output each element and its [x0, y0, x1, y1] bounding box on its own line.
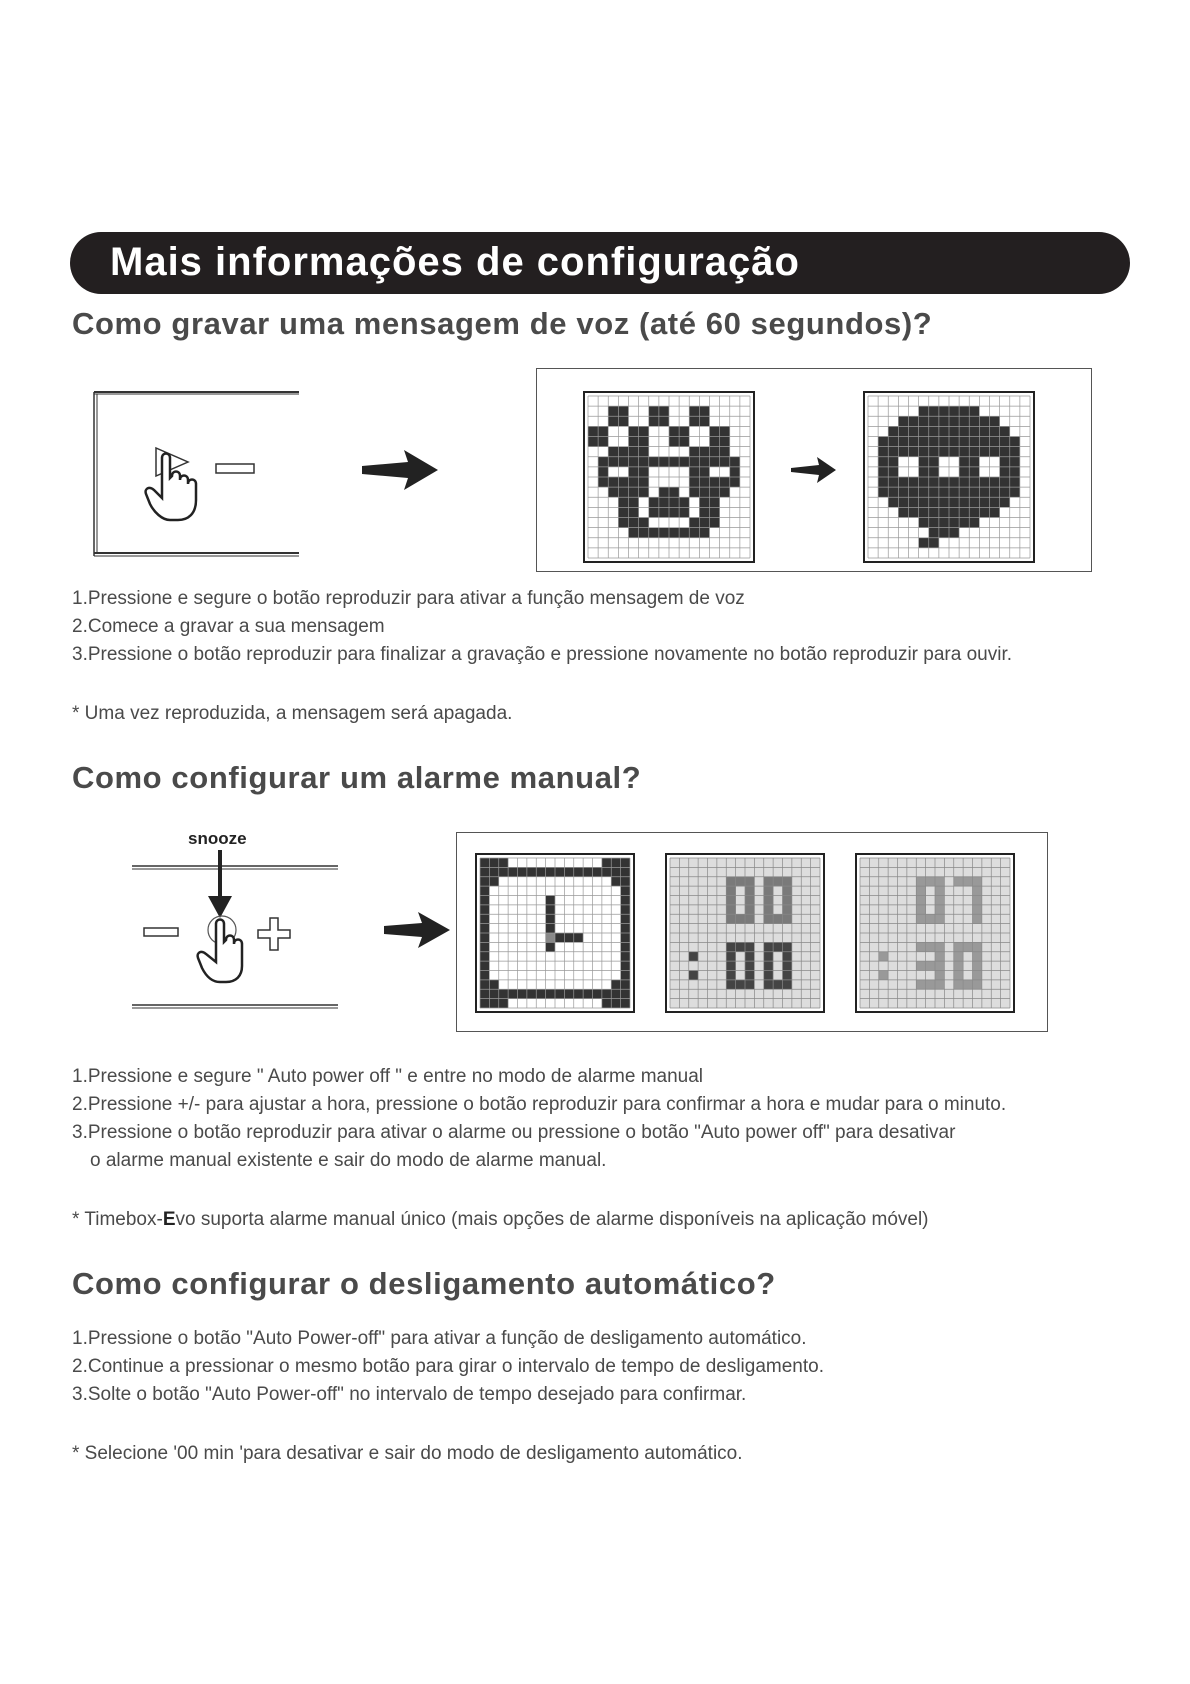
- device-illustration-alarm: [130, 826, 345, 1016]
- hand-pointer-icon: [198, 920, 242, 983]
- pixel-display-tomato: [584, 392, 754, 562]
- pixel-display-panel-alarm: [456, 832, 1048, 1032]
- step-line: 1.Pressione o botão "Auto Power-off" para ativar a função de desligamento automático.: [72, 1328, 807, 1349]
- manual-alarm-heading: Como configurar um alarme manual?: [72, 760, 642, 795]
- note-prefix: * Timebox-: [72, 1209, 163, 1230]
- minus-icon: [144, 928, 178, 936]
- pixel-display-alarm-clock: [476, 854, 634, 1012]
- step-line: 1.Pressione e segure o botão reproduzir para ativar a função mensagem de voz: [72, 588, 745, 609]
- step-line: 3.Solte o botão "Auto Power-off" no intervalo de tempo desejado para confirmar.: [72, 1384, 747, 1405]
- pixel-display-panel-record: [536, 368, 1092, 572]
- voice-message-heading: Como gravar uma mensagem de voz (até 60 segundos)?: [72, 306, 933, 341]
- banner-title: Mais informações de configuração: [110, 240, 800, 284]
- step-line: 1.Pressione e segure " Auto power off " e entre no modo de alarme manual: [72, 1066, 704, 1087]
- note-line: [72, 1209, 929, 1231]
- note-line: * Selecione '00 min 'para desativar e sair do modo de desligamento automático.: [72, 1443, 743, 1464]
- arrow-right-icon: [384, 912, 450, 948]
- step-line: 3.Pressione o botão reproduzir para ativar o alarme ou pressione o botão "Auto power off" para desativar: [72, 1122, 956, 1143]
- snooze-label: snooze: [188, 829, 247, 848]
- arrow-right-icon: [362, 450, 438, 490]
- step-line: o alarme manual existente e sair do modo de alarme manual.: [90, 1150, 607, 1171]
- pixel-display-speech-bubble: [864, 392, 1034, 562]
- note-suffix: vo suporta alarme manual único (mais opções de alarme disponíveis na aplicação móvel): [175, 1209, 929, 1230]
- plus-icon: [258, 918, 290, 950]
- hand-pointer-icon: [146, 454, 196, 521]
- step-line: 3.Pressione o botão reproduzir para finalizar a gravação e pressione novamente no botão reproduzir para ouvir.: [72, 644, 1013, 665]
- note-bold: E: [162, 1209, 176, 1230]
- auto-off-heading: Como configurar o desligamento automático?: [72, 1266, 776, 1301]
- arrow-down-icon: [208, 850, 232, 918]
- device-illustration-record: [92, 390, 302, 560]
- step-line: 2.Pressione +/- para ajustar a hora, pressione o botão reproduzir para confirmar a hora e mudar para o minuto.: [72, 1094, 1007, 1115]
- step-line: 2.Comece a gravar a sua mensagem: [72, 616, 385, 637]
- note-line: * Uma vez reproduzida, a mensagem será apagada.: [72, 703, 513, 724]
- pixel-display-time-07-30: [856, 854, 1014, 1012]
- step-line: 2.Continue a pressionar o mesmo botão para girar o intervalo de tempo de desligamento.: [72, 1356, 824, 1377]
- pixel-display-time-00-00: [666, 854, 824, 1012]
- section-banner: [70, 232, 1130, 294]
